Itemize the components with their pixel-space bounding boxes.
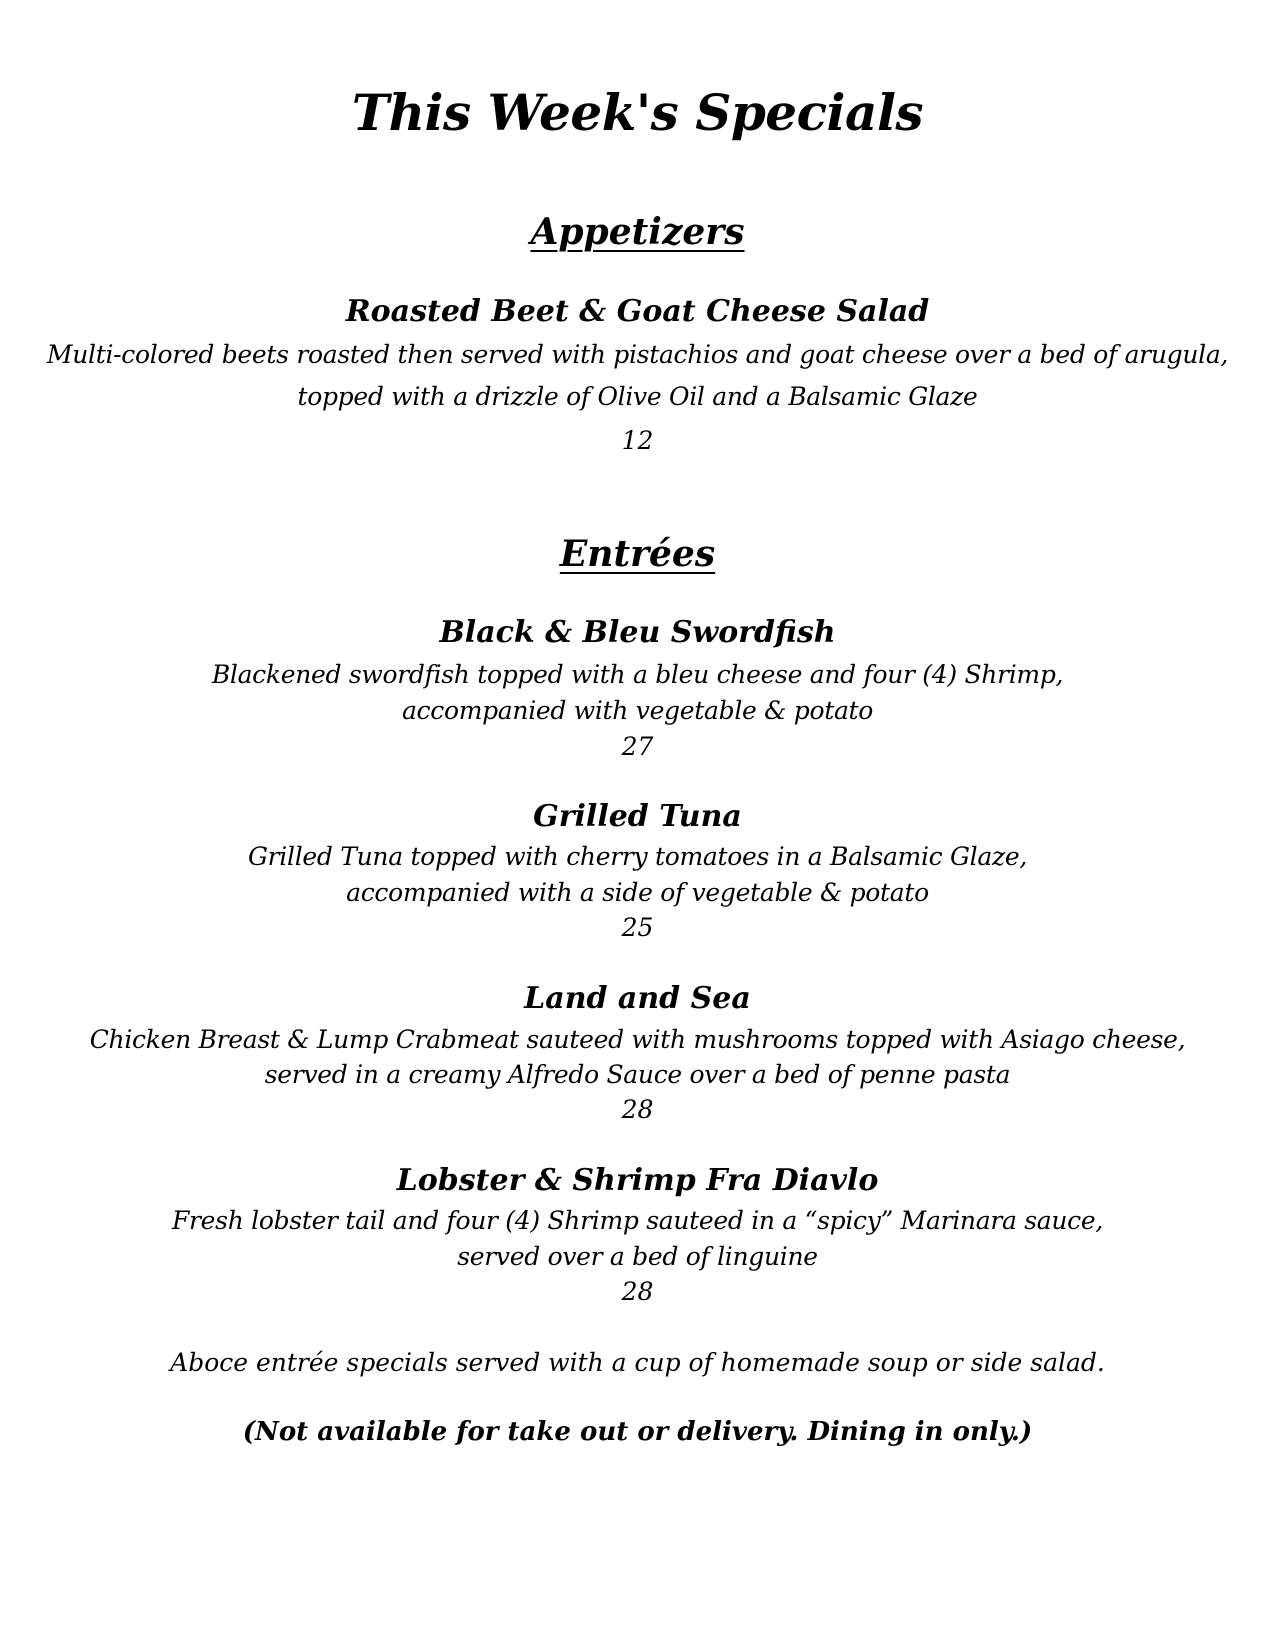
dish-name-black-bleu-swordfish: Black & Bleu Swordfish (439, 615, 836, 650)
dining-disclaimer: (Not available for take out or delivery. Dining in only.) (242, 1417, 1033, 1447)
dish-description-line: Chicken Breast & Lump Crabmeat sauteed with mushrooms topped with Asiago cheese, (89, 1025, 1186, 1054)
dish-price: 27 (621, 732, 654, 761)
dish-description-line: Blackened swordfish topped with a bleu cheese and four (4) Shrimp, (211, 660, 1064, 689)
dish-name-land-and-sea: Land and Sea (524, 981, 751, 1016)
dish-name-grilled-tuna: Grilled Tuna (533, 799, 742, 834)
dish-description-line: served in a creamy Alfredo Sauce over a bed of penne pasta (264, 1060, 1011, 1089)
dish-price: 28 (621, 1277, 654, 1306)
page-title: This Week's Specials (351, 83, 924, 142)
dish-price: 25 (621, 913, 654, 942)
dish-description-line: topped with a drizzle of Olive Oil and a Balsamic Glaze (297, 382, 978, 411)
dish-price: 12 (621, 426, 654, 455)
dish-description-line: served over a bed of linguine (457, 1242, 818, 1271)
dish-name-lobster-shrimp-fra-diavlo: Lobster & Shrimp Fra Diavlo (396, 1163, 879, 1198)
dish-description-line: Fresh lobster tail and four (4) Shrimp sauteed in a “spicy” Marinara sauce, (171, 1206, 1104, 1235)
entree-note: Aboce entrée specials served with a cup of homemade soup or side salad. (170, 1348, 1105, 1377)
dish-description-line: Multi-colored beets roasted then served with pistachios and goat cheese over a bed of arugula, (46, 340, 1229, 369)
section-heading-appetizers: Appetizers (530, 211, 745, 253)
dish-description-line: accompanied with a side of vegetable & potato (346, 878, 929, 907)
dish-description-line: accompanied with vegetable & potato (401, 696, 874, 725)
dish-description-line: Grilled Tuna topped with cherry tomatoes in a Balsamic Glaze, (247, 842, 1027, 871)
section-heading-entrees: Entrées (559, 533, 716, 575)
dish-name-roasted-beet-salad: Roasted Beet & Goat Cheese Salad (345, 294, 930, 329)
dish-price: 28 (621, 1095, 654, 1124)
